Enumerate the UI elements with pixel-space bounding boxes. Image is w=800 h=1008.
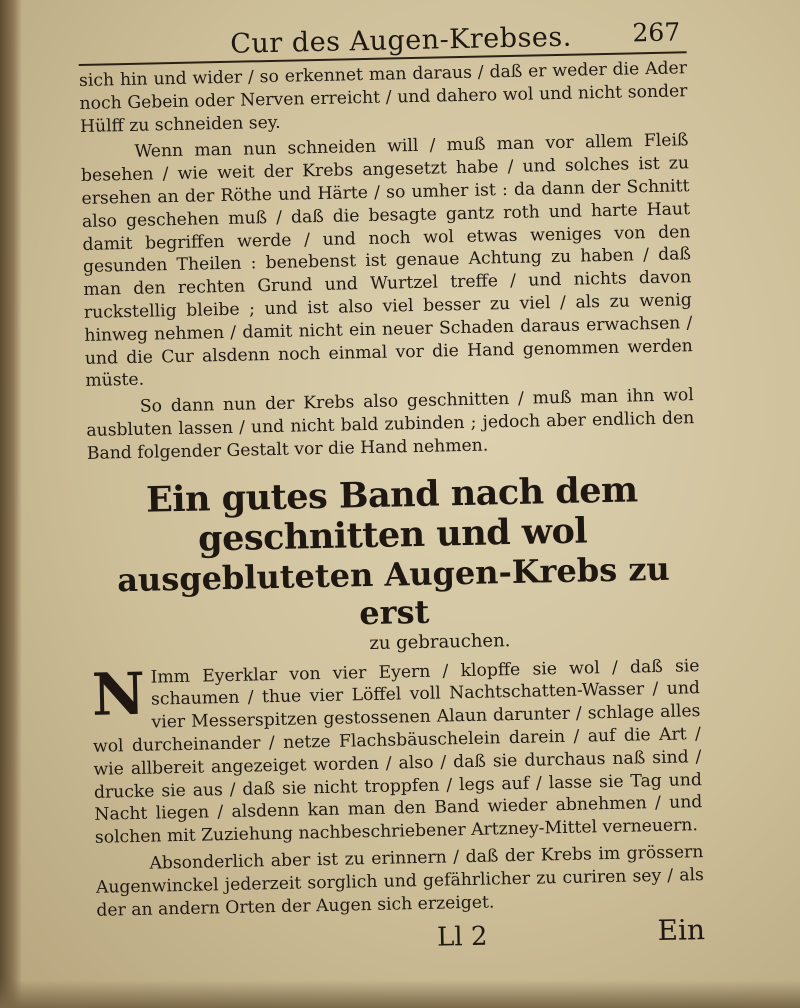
page-bottom-edge [0, 980, 800, 1008]
text-block [78, 17, 706, 968]
recipe-paragraph [91, 655, 703, 850]
signature-mark: Ll 2 [436, 921, 488, 953]
recipe-text: Imm Eyerklar von vier Eyern / klopffe sie wol / daß sie schaumen / thue vier Löffel voll Nachtschatten-Wasser / und vier Messerspitzen gestossenen Alaun darunter / schlage alles wol durcheinander / netze Flachsbäuschelein darein / auf die Art / wie allbereit angezeiget worden / also / daß sie durchaus naß sind / drucke sie aus / daß sie nicht troppfen / legs auf / lasse sie Tag und Nacht liegen / alsdenn kan man den Band wieder abnehmen / und solchen mit Zuziehung nachbeschriebener Artzney-Mittel verneuern. [92, 655, 703, 848]
section-title: Ein gutes Band nach dem geschnitten und wol [145, 468, 638, 560]
page-gutter [0, 0, 22, 1008]
page-footer [97, 915, 706, 968]
paragraph-bleeding: So dann nun der Krebs also geschnitten / muß man ihn wol ausbluten lassen / und nicht bald zubinden ; jedoch aber endlich den Band folgender Gestalt vor die Hand nehmen. [86, 385, 695, 464]
catchword: Ein [657, 913, 706, 948]
drop-capital: N [91, 659, 146, 729]
section-subtitle: zu gebrauchen. [369, 629, 511, 654]
paragraph-cutting: Wenn man nun schneiden will / muß man vor allem Fleiß besehen / wie weit der Krebs angesetzt habe / und solches ist zu ersehen an der Röthe und Härte / so umher ist : da dann der Schnitt also geschehen muß / daß die besagte gantz roth und harte Haut damit begriffen werde / und noch wol etwas weniges von den gesunden Theilen : benebenst ist genaue Achtung zu haben / daß man den rechten Grund und Wurtzel treffe / und nichts davon ruckstellig bleibe ; und ist also viel besser zu viel / als zu wenig hinweg nehmen / damit nicht ein neuer Schaden daraus erwachsen / und die Cur alsdenn noch einmal vor die Hand genommen werden müste. [80, 130, 693, 392]
paragraph-continued: sich hin und wider / so erkennet man daraus / daß er weder die Ader noch Gebein oder Nerven erreicht / und dahero wol und nicht sonder Hülff zu schneiden sey. [78, 58, 688, 137]
running-head: Cur des Augen-Krebses. [230, 21, 573, 60]
section-title-line2: ausgebluteten Augen-Krebs zu erst [116, 549, 671, 632]
paragraph-note: Absonderlich aber ist zu erinnern / daß der Krebs im grössern Augenwinckel jederzeit sorglich und gefährlicher zu curiren sey / als der an andern Orten der Augen sich erzeiget. [95, 842, 705, 921]
page-number: 267 [632, 17, 681, 48]
